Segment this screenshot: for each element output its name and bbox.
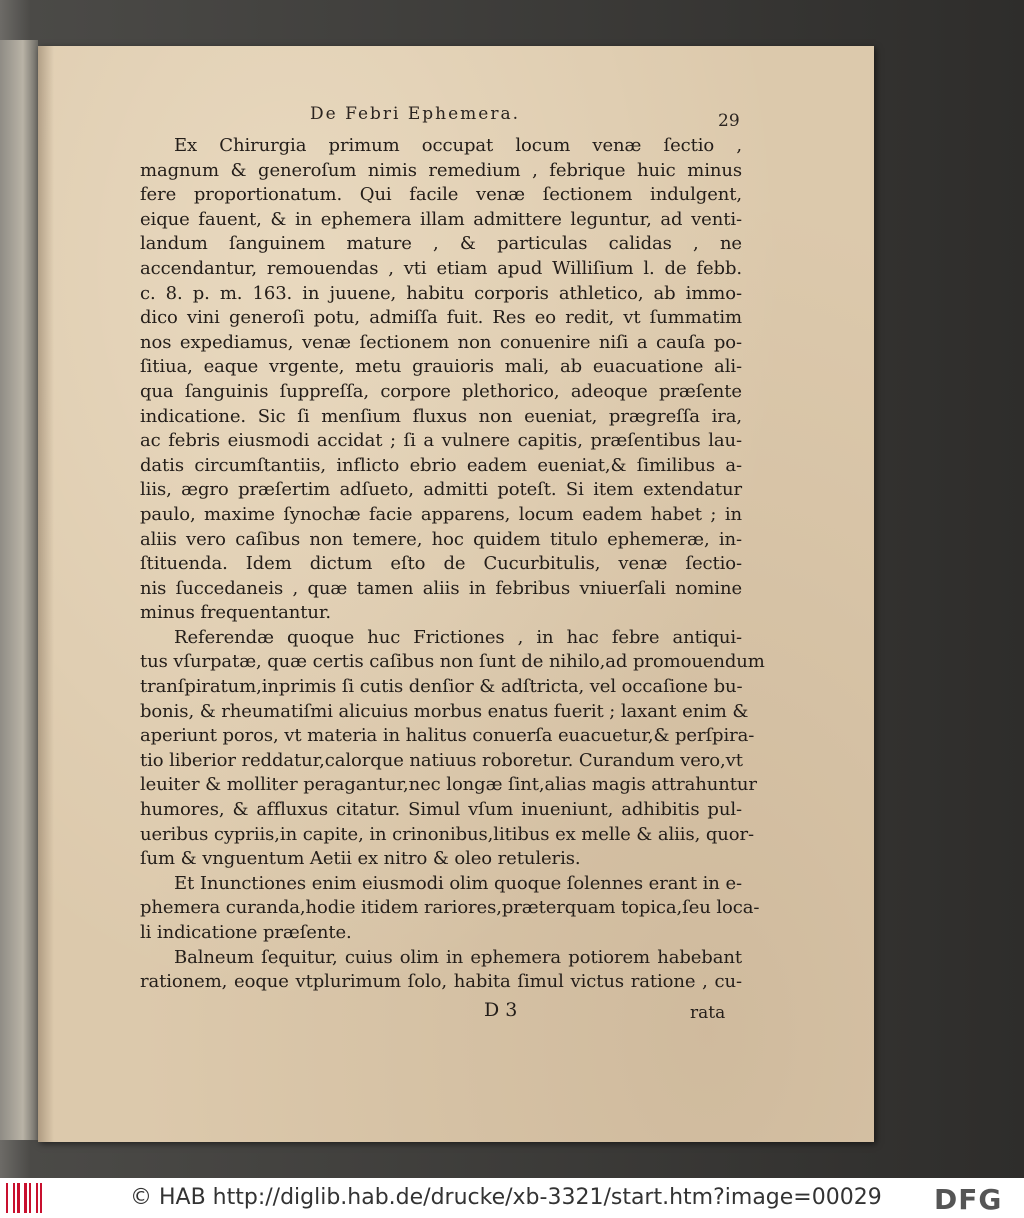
text-line: ac febris eiusmodi accidat ; ſi a vulnere capitis, præſentibus lau- (140, 430, 742, 452)
text-line: accendantur, remouendas , vti etiam apud Williſium l. de febb. (140, 257, 742, 279)
text-line: tus vſurpatæ, quæ certis caſibus non ſunt de nihilo,ad promouendum (140, 651, 765, 673)
text-line: ſum & vnguentum Aetii ex nitro & oleo retuleris. (140, 848, 581, 870)
text-line: Referendæ quoque huc Frictiones , in hac febre antiqui- (174, 626, 742, 648)
catchword: rata (690, 1003, 726, 1023)
text-line: ueribus cypriis,in capite, in crinonibus,litibus ex melle & aliis, quor- (140, 823, 754, 845)
text-line: paulo, maxime ſynochæ facie apparens, locum eadem habet ; in (140, 503, 742, 525)
gutter-shadow (38, 46, 54, 1142)
text-line: indicatione. Sic ſi menſium fluxus non eueniat, prægreſſa ira, (140, 405, 742, 427)
text-line: landum ſanguinem mature , & particulas calidas , ne (140, 233, 742, 255)
text-line: bonis, & rheumatiſmi alicuius morbus enatus fuerit ; laxant enim & (140, 700, 749, 722)
text-line: magnum & generoſum nimis remedium , febrique huic minus (140, 159, 742, 181)
text-line: humores, & affluxus citatur. Simul vſum inueniunt, adhibitis pul- (140, 799, 742, 821)
left-page-edge (0, 40, 38, 1140)
text-line: fere proportionatum. Qui facile venæ ſectionem indulgent, (140, 184, 742, 206)
text-line: dico vini generoſi potu, admiſſa fuit. Res eo redit, vt ſummatim (140, 307, 742, 329)
text-line: nos expediamus, venæ ſectionem non conuenire niſi a cauſa po- (140, 331, 742, 353)
page-text-block (140, 134, 765, 995)
text-line: minus frequentantur. (140, 602, 331, 624)
signature-mark: D 3 (484, 999, 518, 1021)
text-line: aperiunt poros, vt materia in halitus conuerſa euacuetur,& perſpira- (140, 725, 755, 747)
text-line: nis ſuccedaneis , quæ tamen aliis in febribus vniuerſali nomine (140, 577, 742, 599)
text-line: aliis vero caſibus non temere, hoc quidem titulo ephemeræ, in- (140, 528, 742, 550)
text-line: eique fauent, & in ephemera illam admittere leguntur, ad venti- (140, 208, 742, 230)
hab-logo-icon (6, 1183, 42, 1213)
footer-attribution: © HAB http://diglib.hab.de/drucke/xb-3321/start.htm?image=00029 (130, 1185, 882, 1210)
text-line: tranſpiratum,inprimis ſi cutis denſior & adſtricta, vel occaſione bu- (140, 676, 743, 698)
text-line: li indicatione præſente. (140, 922, 352, 943)
footer-bar (0, 1178, 1024, 1218)
page-number: 29 (718, 111, 740, 131)
text-line: Ex Chirurgia primum occupat locum venæ ſectio , (174, 135, 742, 156)
text-line: Balneum ſequitur, cuius olim in ephemera potiorem habebant (174, 946, 742, 968)
dfg-logo: DFG (934, 1183, 1003, 1216)
running-head: De Febri Ephemera. (310, 104, 521, 124)
text-line: ſitiua, eaque vrgente, metu grauioris mali, ab euacuatione ali- (140, 356, 742, 378)
text-line: phemera curanda,hodie itidem rariores,præterquam topica,ſeu loca- (140, 897, 760, 919)
text-line: rationem, eoque vtplurimum ſolo, habita ſimul victus ratione , cu- (140, 971, 742, 993)
text-line: liis, ægro præſertim adſueto, admitti poteſt. Si item extendatur (140, 479, 742, 501)
text-line: tio liberior reddatur,calorque natiuus roboretur. Curandum vero,vt (140, 749, 743, 771)
text-line: datis circumſtantiis, inflicto ebrio eadem eueniat,& ſimilibus a- (140, 454, 742, 476)
text-line: leuiter & molliter peragantur,nec longæ ſint,alias magis attrahuntur (140, 774, 757, 796)
text-line: ſtituenda. Idem dictum eſto de Cucurbitulis, venæ ſectio- (140, 553, 742, 575)
text-line: c. 8. p. m. 163. in juuene, habitu corporis athletico, ab immo- (140, 282, 742, 304)
text-line: qua ſanguinis ſuppreſſa, corpore plethorico, adeoque præſente (140, 380, 742, 402)
text-line: Et Inunctiones enim eiusmodi olim quoque ſolennes erant in e- (174, 872, 742, 894)
